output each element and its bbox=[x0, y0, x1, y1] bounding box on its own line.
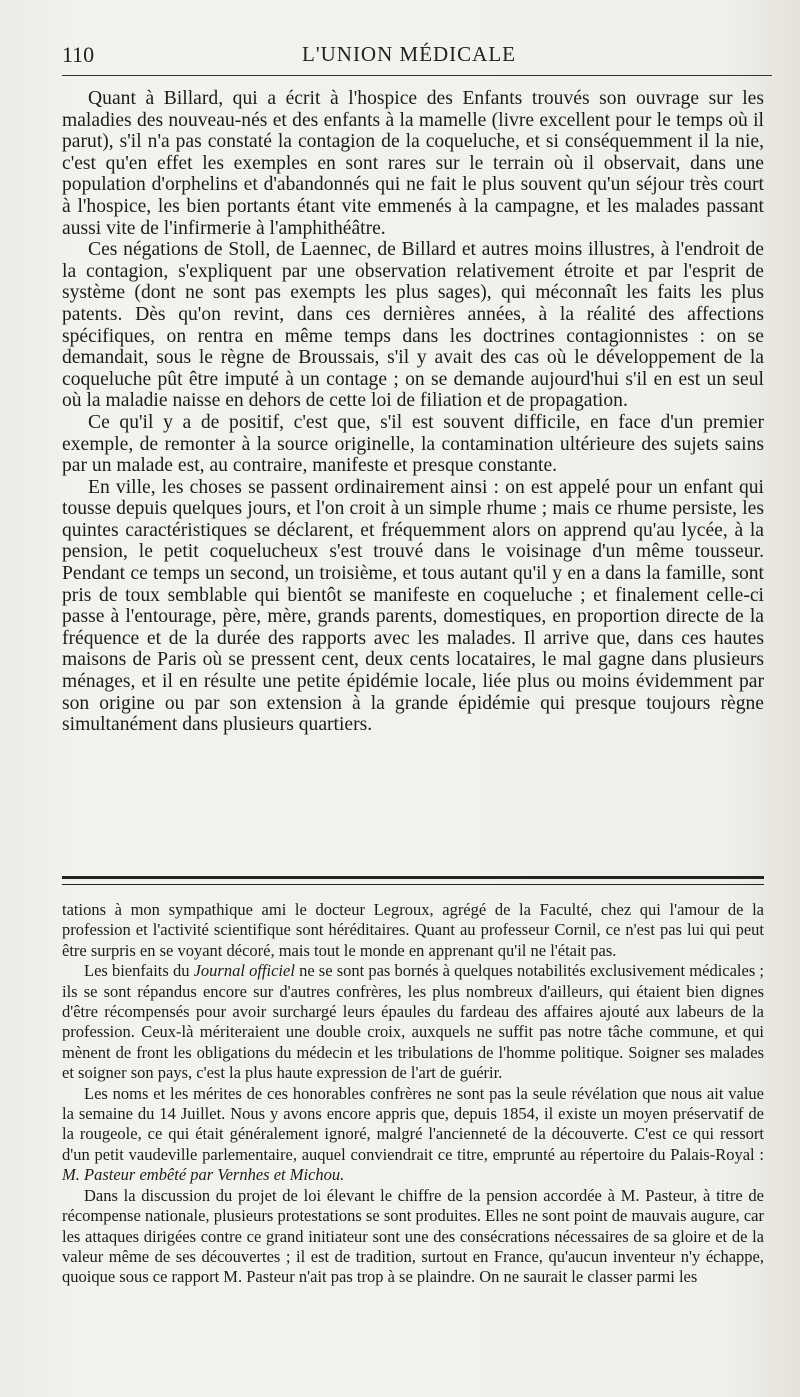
footnote-text: Les noms et les mérites de ces honorables confrères ne sont pas la seule révélation que nous ait value la semaine du 14 Juillet. Nous y avons encore appris que, depuis 1854, il existe un moyen préservatif de la rougeole, ce qui était généralement ignoré, malgré l'ancienneté de la découverte. C'est ce qui ressort d'un petit vaudeville parlementaire, auquel conviendrait ce titre, emprunté au répertoire du Palais-Royal : bbox=[62, 1083, 764, 1164]
footnote-separator bbox=[62, 876, 764, 885]
footnote-paragraph: tations à mon sympathique ami le docteur Legroux, agrégé de la Faculté, chez qui l'amour de la profession et l'activité scientifique sont héréditaires. Quant au professeur Cornil, ce n'est pas lui qui peut être surpris en se voyant décoré, mais tout le monde en apprenant qu'il ne l'était pas. bbox=[62, 900, 764, 960]
main-paragraph: Ces négations de Stoll, de Laennec, de Billard et autres moins illustres, à l'endroit de la contagion, s'expliquent par une observation relativement étroite et par l'esprit de système (dont ne sont pas exempts les plus sages), qui méconnaît les faits les plus patents. Dès qu'on revint, dans ces dernières années, à la réalité des affections spécifiques, on rentra en même temps dans les doctrines contagionnistes : on se demandait, sous le règne de Broussais, s'il y avait des cas où le développement de la coqueluche pût être imputé à un contage ; on se demande aujourd'hui s'il en est un seul où la maladie naisse en dehors de cette loi de filiation et de propagation. bbox=[62, 239, 764, 412]
vaudeville-title: M. Pasteur embêté par Vernhes et Michou. bbox=[62, 1165, 345, 1185]
header-rule bbox=[62, 75, 772, 76]
running-title: L'UNION MÉDICALE bbox=[302, 42, 517, 66]
footnote-paragraph bbox=[62, 961, 764, 1083]
main-text bbox=[62, 88, 764, 736]
footnote-text: Les bienfaits du bbox=[84, 961, 194, 981]
footnote-section bbox=[62, 900, 764, 1288]
page-number: 110 bbox=[62, 42, 95, 67]
footnote-paragraph: Dans la discussion du projet de loi élevant le chiffre de la pension accordée à M. Pasteur, à titre de récompense nationale, plusieurs protestations se sont produites. Elles ne sont point de mauvais augure, car les attaques dirigées contre ce grand initiateur sont une des consécrations nécessaires de sa gloire et de la valeur même de ses découvertes ; il est de tradition, surtout en France, qu'aucun inventeur n'y échappe, quoique sous ce rapport M. Pasteur n'ait pas trop à se plaindre. On ne saurait le classer parmi les bbox=[62, 1185, 764, 1287]
main-paragraph: Ce qu'il y a de positif, c'est que, s'il est souvent difficile, en face d'un premier exemple, de remonter à la source originelle, la contamination ultérieure des sujets sains par un malade est, au contraire, manifeste et presque constante. bbox=[62, 411, 764, 477]
page-header bbox=[62, 42, 762, 72]
journal-title: Journal officiel bbox=[193, 961, 295, 981]
main-paragraph: Quant à Billard, qui a écrit à l'hospice des Enfants trouvés son ouvrage sur les maladies des nouveau-nés et des enfants à la mamelle (livre excellent pour le temps où il parut), s'il n'a pas constaté la contagion de la coqueluche, et si conséquemment il la nie, c'est qu'en effet les exemples en sont rares sur le terrain où il observait, dans une population d'orphelins et d'abandonnés qui ne fait le plus souvent qu'un séjour très court à l'hospice, les bien portants étant vite emmenés à la campagne, et les malades passant aussi vite de l'infirmerie à l'amphithéâtre. bbox=[62, 88, 764, 239]
footnote-text: ne se sont pas bornés à quelques notabilités exclusivement médicales ; ils se sont répandus encore sur d'autres confrères, les plus nombreux d'ailleurs, qui étaient bien dignes d'être récompensés pour avoir surchargé leurs épaules du fardeau des affaires ajouté aux labeurs de la profession. Ceux-là mériteraient une double croix, auxquels ne suffit pas notre tâche commune, et qui mènent de front les obligations du médecin et les tribulations de l'homme politique. Soigner ses malades et soigner son pays, c'est la plus haute expression de l'art de guérir. bbox=[62, 961, 764, 1083]
footnote-paragraph bbox=[62, 1084, 764, 1186]
main-paragraph: En ville, les choses se passent ordinairement ainsi : on est appelé pour un enfant qui tousse depuis quelques jours, et l'on croit à un simple rhume ; mais ce rhume persiste, les quintes caractéristiques se déclarent, et fréquemment alors on apprend qu'au lycée, à la pension, le petit coquelucheux s'est trouvé dans le voisinage d'un même tousseur. Pendant ce temps un second, un troisième, et tous autant qu'il y en a dans la famille, sont pris de toux semblable qui bientôt se manifeste en coqueluche ; et finalement celle-ci passe à l'entourage, père, mère, grands parents, domestiques, en proportion directe de la fréquence et de la durée des rapports avec les malades. Il arrive que, dans ces hautes maisons de Paris où se pressent cent, deux cents locataires, le mal gagne dans plusieurs ménages, et il en résulte une petite épidémie locale, liée plus ou moins évidemment par son origine ou par son extension à la grande épidémie qui presque toujours règne simultanément dans plusieurs quartiers. bbox=[62, 476, 764, 736]
